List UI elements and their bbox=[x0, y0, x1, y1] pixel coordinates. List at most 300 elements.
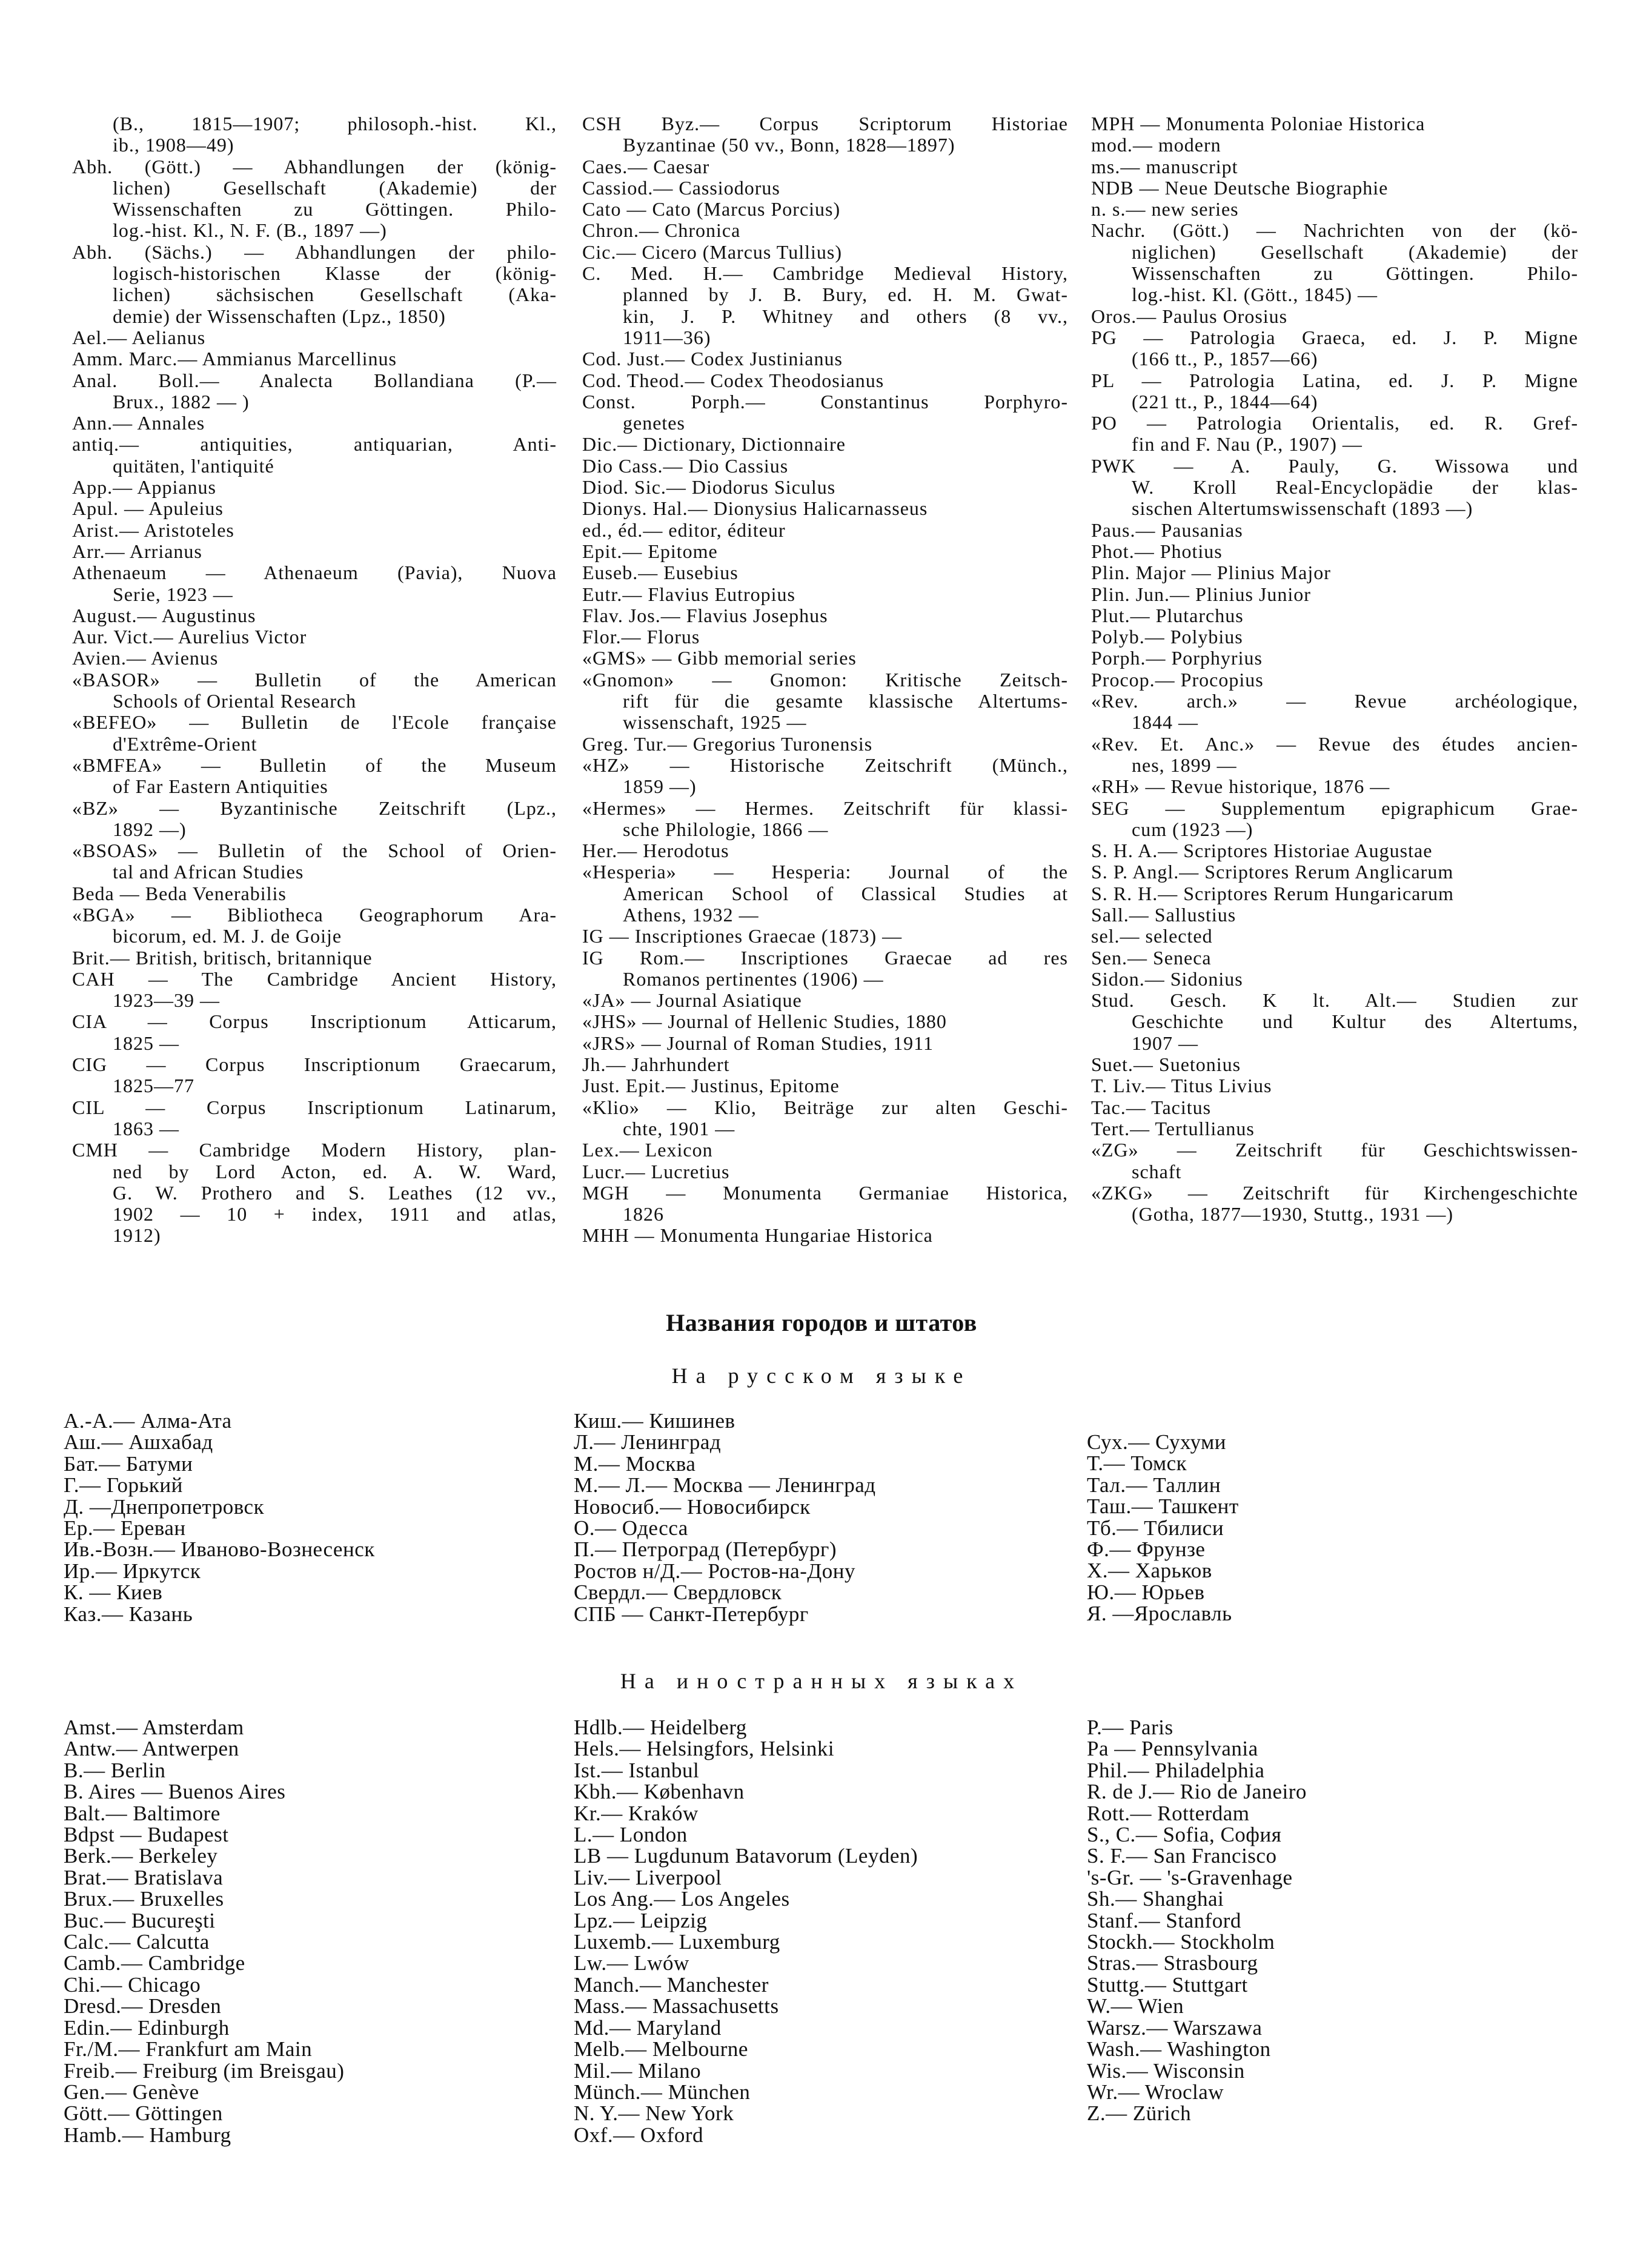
abbreviation-entry bbox=[582, 926, 1068, 947]
abbreviation-entry bbox=[1091, 456, 1578, 520]
entry-line: Dionys. Hal.— Dionysius Halicarnasseus bbox=[582, 497, 928, 520]
subheading-russian: На русском языке bbox=[671, 1364, 972, 1388]
entry-line: Tac.— Tacitus bbox=[1091, 1096, 1212, 1118]
abbreviation-entry bbox=[1091, 626, 1578, 648]
abbreviation-entry bbox=[1091, 776, 1578, 797]
entry-line: W. Kroll Real-Encyclopädie der klas- bbox=[1132, 476, 1578, 499]
city-abbreviation: Berk.— Berkeley bbox=[64, 1844, 218, 1868]
entry-line: CIG — Corpus Inscriptionum Graecarum, bbox=[72, 1053, 557, 1076]
abbreviation-entry bbox=[1091, 648, 1578, 669]
abbreviation-entry bbox=[1091, 798, 1578, 841]
entry-line: Aur. Vict.— Aurelius Victor bbox=[72, 626, 307, 648]
entry-line: PL — Patrologia Latina, ed. J. P. Migne bbox=[1091, 369, 1578, 391]
city-abbreviation: Manch.— Manchester bbox=[574, 1972, 769, 1997]
abbreviation-entry bbox=[1091, 562, 1578, 583]
city-abbreviation: Тал.— Таллин bbox=[1087, 1473, 1221, 1497]
city-abbreviation: Amst.— Amsterdam bbox=[64, 1716, 244, 1739]
city-abbreviation: Balt.— Baltimore bbox=[64, 1801, 221, 1825]
entry-line: planned by J. B. Bury, ed. H. M. Gwat- bbox=[623, 284, 1068, 306]
abbreviation-entry bbox=[1091, 883, 1578, 904]
entry-line: CMH — Cambridge Modern History, plan- bbox=[72, 1139, 557, 1161]
city-abbreviation: Wis.— Wisconsin bbox=[1087, 2058, 1245, 2083]
entry-line: «Hermes» — Hermes. Zeitschrift für klassi- bbox=[582, 797, 1068, 819]
city-abbreviation: Kbh.— København bbox=[574, 1780, 745, 1804]
abbreviation-entry bbox=[72, 755, 557, 798]
city-abbreviation: Brat.— Bratislava bbox=[64, 1865, 224, 1889]
abbreviation-entry bbox=[582, 861, 1068, 926]
entry-line: Byzantinae (50 vv., Bonn, 1828—1897) bbox=[623, 134, 955, 156]
section-heading-cities: Названия городов и штатов bbox=[666, 1309, 977, 1336]
entry-line: «BMFEA» — Bulletin of the Museum bbox=[72, 754, 557, 776]
entry-line: rift für die gesamte klassische Altertums- bbox=[623, 690, 1068, 712]
city-abbreviation: Münch.— München bbox=[574, 2080, 751, 2104]
entry-line: tal and African Studies bbox=[113, 861, 304, 883]
city-abbreviation: Calc.— Calcutta bbox=[64, 1930, 210, 1954]
city-abbreviation: Stras.— Strasbourg bbox=[1087, 1951, 1258, 1975]
city-abbreviation: Rott.— Rotterdam bbox=[1087, 1801, 1250, 1825]
entry-line: Brux., 1882 — ) bbox=[113, 390, 250, 413]
abbreviation-entry bbox=[1091, 306, 1578, 327]
entry-line: Serie, 1923 — bbox=[113, 583, 233, 605]
entry-line: Wissenschaften zu Göttingen. Philo- bbox=[113, 198, 557, 220]
abbreviation-entry bbox=[1091, 605, 1578, 626]
russian-cities-column-1 bbox=[64, 1410, 375, 1625]
city-abbreviation: Sh.— Shanghai bbox=[1087, 1887, 1224, 1911]
abbreviation-entry bbox=[1091, 413, 1578, 456]
city-abbreviation: W.— Wien bbox=[1087, 1994, 1184, 2018]
abbreviation-entry bbox=[1091, 220, 1578, 305]
entry-line: «ZKG» — Zeitschrift für Kirchengeschichte bbox=[1091, 1181, 1578, 1204]
city-abbreviation: Warsz.— Warszawa bbox=[1087, 2015, 1263, 2040]
entry-line: Cic.— Cicero (Marcus Tullius) bbox=[582, 240, 842, 263]
entry-line: Wissenschaften zu Göttingen. Philo- bbox=[1132, 262, 1578, 285]
entry-line: Sen.— Seneca bbox=[1091, 946, 1212, 969]
abbreviation-entry bbox=[1091, 734, 1578, 777]
entry-line: 1907 — bbox=[1132, 1032, 1198, 1054]
entry-line: Romanos pertinentes (1906) — bbox=[623, 967, 884, 990]
entry-line: Sidon.— Sidonius bbox=[1091, 967, 1243, 990]
entry-line: CIL — Corpus Inscriptionum Latinarum, bbox=[72, 1096, 557, 1118]
abbreviation-entry bbox=[1091, 990, 1578, 1054]
city-abbreviation: Каз.— Казань bbox=[64, 1602, 193, 1626]
abbreviation-entry bbox=[582, 199, 1068, 220]
entry-line: App.— Appianus bbox=[72, 476, 216, 499]
entry-line: «HZ» — Historische Zeitschrift (Münch., bbox=[582, 754, 1068, 776]
entry-line: d'Extrême-Orient bbox=[113, 732, 257, 755]
abbreviation-entry bbox=[72, 904, 557, 947]
abbreviation-entry bbox=[582, 348, 1068, 370]
entry-line: Her.— Herodotus bbox=[582, 840, 729, 862]
entry-line: 1863 — bbox=[113, 1117, 179, 1139]
entry-line: «Gnomon» — Gnomon: Kritische Zeitsch- bbox=[582, 668, 1068, 691]
entry-line: «Rev. arch.» — Revue archéologique, bbox=[1091, 690, 1578, 712]
entry-line: C. Med. H.— Cambridge Medieval History, bbox=[582, 262, 1068, 285]
foreign-cities-column-2 bbox=[574, 1717, 918, 2146]
abbreviation-entry bbox=[582, 947, 1068, 990]
city-abbreviation: П.— Петроград (Петербург) bbox=[574, 1537, 837, 1562]
foreign-cities-column-1 bbox=[64, 1717, 344, 2146]
entry-line: Phot.— Photius bbox=[1091, 540, 1223, 562]
entry-line: Epit.— Epitome bbox=[582, 540, 718, 562]
subheading-foreign: На иностранных языках bbox=[620, 1669, 1023, 1693]
city-abbreviation: СПБ — Санкт-Петербург bbox=[574, 1602, 809, 1626]
entry-line: bicorum, ed. M. J. de Goije bbox=[113, 925, 342, 947]
abbreviation-entry bbox=[582, 1161, 1068, 1182]
abbreviation-entry bbox=[1091, 969, 1578, 990]
entry-line: Caes.— Caesar bbox=[582, 155, 710, 177]
entry-line: cum (1923 —) bbox=[1132, 818, 1253, 840]
entry-line: Flor.— Florus bbox=[582, 626, 700, 648]
entry-line: «Hesperia» — Hesperia: Journal of the bbox=[582, 861, 1068, 883]
abbreviation-entry bbox=[582, 1225, 1068, 1246]
abbreviation-entry bbox=[582, 541, 1068, 562]
entry-line: SEG — Supplementum epigraphicum Grae- bbox=[1091, 797, 1578, 819]
city-abbreviation: Phil.— Philadelphia bbox=[1087, 1758, 1265, 1782]
abbreviation-entry bbox=[1091, 691, 1578, 734]
entry-line: Suet.— Suetonius bbox=[1091, 1053, 1241, 1076]
abbreviation-entry bbox=[1091, 1182, 1578, 1225]
abbreviation-entry bbox=[1091, 584, 1578, 605]
entry-line: Jh.— Jahrhundert bbox=[582, 1053, 730, 1076]
abbreviation-entry bbox=[582, 755, 1068, 798]
city-abbreviation: Fr./M.— Frankfurt am Main bbox=[64, 2037, 313, 2061]
entry-line: Abh. (Gött.) — Abhandlungen der (könig- bbox=[72, 155, 557, 177]
entry-line: Diod. Sic.— Diodorus Siculus bbox=[582, 476, 836, 499]
entry-line: Eutr.— Flavius Eutropius bbox=[582, 583, 795, 605]
city-abbreviation: Ив.-Возн.— Иваново-Вознесенск bbox=[64, 1537, 375, 1562]
city-abbreviation: Таш.— Ташкент bbox=[1087, 1494, 1239, 1519]
entry-line: Polyb.— Polybius bbox=[1091, 626, 1243, 648]
abbreviation-entry bbox=[72, 113, 557, 156]
abbreviation-entry bbox=[582, 1097, 1068, 1140]
entry-line: Cassiod.— Cassiodorus bbox=[582, 176, 780, 199]
abbreviation-entry bbox=[582, 1054, 1068, 1075]
city-abbreviation: Ist.— Istanbul bbox=[574, 1758, 700, 1782]
city-abbreviation: B.— Berlin bbox=[64, 1758, 166, 1782]
entry-line: PWK — A. Pauly, G. Wissowa und bbox=[1091, 454, 1578, 477]
entry-line: sche Philologie, 1866 — bbox=[623, 818, 829, 840]
abbreviation-entry bbox=[1091, 1118, 1578, 1139]
entry-line: Nachr. (Gött.) — Nachrichten von der (kö- bbox=[1091, 219, 1578, 242]
abbreviation-entry bbox=[582, 648, 1068, 669]
entry-line: «JHS» — Journal of Hellenic Studies, 1880 bbox=[582, 1010, 947, 1033]
entry-line: niglichen) Gesellschaft (Akademie) der bbox=[1132, 240, 1578, 263]
entry-line: Beda — Beda Venerabilis bbox=[72, 882, 287, 904]
entry-line: S. R. H.— Scriptores Rerum Hungaricarum bbox=[1091, 882, 1454, 904]
abbreviation-entry bbox=[72, 969, 557, 1012]
abbreviation-entry bbox=[582, 1139, 1068, 1161]
entry-line: Stud. Gesch. K lt. Alt.— Studien zur bbox=[1091, 989, 1578, 1012]
entry-line: PG — Patrologia Graeca, ed. J. P. Migne bbox=[1091, 326, 1578, 348]
city-abbreviation: Сух.— Сухуми bbox=[1087, 1430, 1227, 1454]
entry-line: CAH — The Cambridge Ancient History, bbox=[72, 967, 557, 990]
entry-line: Ann.— Annales bbox=[72, 412, 205, 434]
abbreviation-entry bbox=[582, 626, 1068, 648]
abbreviations-column-2 bbox=[582, 113, 1068, 1247]
entry-line: Lucr.— Lucretius bbox=[582, 1160, 730, 1182]
city-abbreviation: Л.— Ленинград bbox=[574, 1430, 722, 1454]
city-abbreviation: Antw.— Antwerpen bbox=[64, 1737, 239, 1761]
entry-line: nes, 1899 — bbox=[1132, 754, 1237, 776]
entry-line: Arr.— Arrianus bbox=[72, 540, 202, 562]
city-abbreviation: Melb.— Melbourne bbox=[574, 2037, 748, 2061]
abbreviation-entry bbox=[72, 541, 557, 562]
abbreviation-entry bbox=[582, 605, 1068, 626]
abbreviation-entry bbox=[72, 498, 557, 519]
city-abbreviation: Kr.— Kraków bbox=[574, 1801, 699, 1825]
abbreviation-entry bbox=[582, 1011, 1068, 1032]
entry-line: Tert.— Tertullianus bbox=[1091, 1117, 1255, 1139]
entry-line: schaft bbox=[1132, 1160, 1182, 1182]
abbreviation-entry bbox=[72, 605, 557, 626]
city-abbreviation: Liv.— Liverpool bbox=[574, 1865, 722, 1889]
abbreviation-entry bbox=[582, 734, 1068, 755]
abbreviation-entry bbox=[1091, 926, 1578, 947]
entry-line: Abh. (Sächs.) — Abhandlungen der philo- bbox=[72, 240, 557, 263]
abbreviation-entry bbox=[1091, 156, 1578, 177]
city-abbreviation: Ю.— Юрьев bbox=[1087, 1580, 1205, 1604]
abbreviation-entry bbox=[582, 391, 1068, 434]
abbreviation-entry bbox=[1091, 199, 1578, 220]
city-abbreviation: Lpz.— Leipzig bbox=[574, 1908, 708, 1932]
city-abbreviation: Buc.— Bucureşti bbox=[64, 1908, 216, 1932]
entry-line: «RH» — Revue historique, 1876 — bbox=[1091, 775, 1390, 798]
entry-line: Amm. Marc.— Ammianus Marcellinus bbox=[72, 348, 397, 370]
abbreviation-entry bbox=[582, 584, 1068, 605]
entry-line: «BGA» — Bibliotheca Geographorum Ara- bbox=[72, 903, 557, 926]
city-abbreviation: А.-А.— Алма-Ата bbox=[64, 1409, 232, 1433]
city-abbreviation: Т.— Томск bbox=[1087, 1451, 1187, 1476]
city-abbreviation: Новосиб.— Новосибирск bbox=[574, 1494, 811, 1519]
city-abbreviation: Camb.— Cambridge bbox=[64, 1951, 245, 1975]
abbreviation-entry bbox=[72, 798, 557, 841]
entry-line: Athens, 1932 — bbox=[623, 903, 759, 926]
city-abbreviation: Wash.— Washington bbox=[1087, 2037, 1271, 2061]
abbreviation-entry bbox=[72, 947, 557, 969]
city-abbreviation: Freib.— Freiburg (im Breisgau) bbox=[64, 2058, 345, 2083]
entry-line: 1826 bbox=[623, 1203, 664, 1225]
city-abbreviation: Gen.— Genève bbox=[64, 2080, 199, 2104]
city-abbreviation: М.— Л.— Москва — Ленинград bbox=[574, 1473, 876, 1497]
abbreviation-entry bbox=[582, 113, 1068, 156]
city-abbreviation: Тб.— Тбилиси bbox=[1087, 1516, 1224, 1540]
entry-line: (B., 1815—1907; philosoph.-hist. Kl., bbox=[113, 113, 557, 134]
city-abbreviation: R. de J.— Rio de Janeiro bbox=[1087, 1780, 1307, 1804]
entry-line: S. P. Angl.— Scriptores Rerum Anglicarum bbox=[1091, 861, 1454, 883]
entry-line: 1902 — 10 + index, 1911 and atlas, bbox=[113, 1203, 557, 1225]
entry-line: 1912) bbox=[113, 1224, 161, 1247]
city-abbreviation: Hels.— Helsingfors, Helsinki bbox=[574, 1737, 835, 1761]
city-abbreviation: Chi.— Chicago bbox=[64, 1972, 201, 1997]
city-abbreviation: Г.— Горький bbox=[64, 1473, 183, 1497]
entry-line: «JRS» — Journal of Roman Studies, 1911 bbox=[582, 1032, 934, 1054]
entry-line: 1825 — bbox=[113, 1032, 179, 1054]
city-abbreviation: LB — Lugdunum Batavorum (Leyden) bbox=[574, 1844, 918, 1868]
city-abbreviation: Киш.— Кишинев bbox=[574, 1409, 735, 1433]
entry-line: «JA» — Journal Asiatique bbox=[582, 989, 802, 1012]
abbreviation-entry bbox=[1091, 947, 1578, 969]
entry-line: Plin. Jun.— Plinius Junior bbox=[1091, 583, 1311, 605]
abbreviation-entry bbox=[72, 648, 557, 669]
abbreviation-entry bbox=[1091, 327, 1578, 370]
abbreviation-entry bbox=[1091, 1139, 1578, 1182]
entry-line: chte, 1901 — bbox=[623, 1117, 735, 1139]
abbreviation-entry bbox=[582, 242, 1068, 263]
entry-line: of Far Eastern Antiquities bbox=[113, 775, 328, 798]
abbreviation-entry bbox=[582, 434, 1068, 455]
city-abbreviation: Hdlb.— Heidelberg bbox=[574, 1716, 747, 1739]
city-abbreviation: Pa — Pennsylvania bbox=[1087, 1737, 1258, 1761]
entry-line: 1825—77 bbox=[113, 1075, 194, 1097]
abbreviation-entry bbox=[72, 626, 557, 648]
city-abbreviation: Oxf.— Oxford bbox=[574, 2123, 704, 2147]
city-abbreviation: Edin.— Edinburgh bbox=[64, 2015, 230, 2040]
city-abbreviation: Los Ang.— Los Angeles bbox=[574, 1887, 790, 1911]
entry-line: 1911—36) bbox=[623, 326, 711, 348]
abbreviation-entry bbox=[582, 498, 1068, 519]
entry-line: CIA — Corpus Inscriptionum Atticarum, bbox=[72, 1010, 557, 1033]
entry-line: Just. Epit.— Justinus, Epitome bbox=[582, 1075, 840, 1097]
entry-line: Cod. Theod.— Codex Theodosianus bbox=[582, 369, 885, 391]
entry-line: NDB — Neue Deutsche Biographie bbox=[1091, 176, 1389, 199]
entry-line: IG — Inscriptiones Graecae (1873) — bbox=[582, 925, 903, 947]
abbreviation-entry bbox=[1091, 541, 1578, 562]
city-abbreviation: Mass.— Massachusetts bbox=[574, 1994, 779, 2018]
entry-line: Flav. Jos.— Flavius Josephus bbox=[582, 604, 828, 626]
abbreviation-entry bbox=[72, 520, 557, 541]
abbreviation-entry bbox=[72, 883, 557, 904]
city-abbreviation: Бат.— Батуми bbox=[64, 1451, 193, 1476]
abbreviation-entry bbox=[72, 1097, 557, 1140]
abbreviation-entry bbox=[1091, 520, 1578, 541]
city-abbreviation: N. Y.— New York bbox=[574, 2101, 734, 2126]
abbreviation-entry bbox=[72, 242, 557, 327]
abbreviation-entry bbox=[72, 712, 557, 755]
city-abbreviation: S., C.— Sofia, София bbox=[1087, 1823, 1282, 1847]
entry-line: 1923—39 — bbox=[113, 989, 220, 1012]
entry-line: 1844 — bbox=[1132, 711, 1198, 734]
abbreviation-entry bbox=[582, 156, 1068, 177]
entry-line: (Gotha, 1877—1930, Stuttg., 1931 —) bbox=[1132, 1203, 1453, 1225]
abbreviation-entry bbox=[1091, 134, 1578, 156]
abbreviation-entry bbox=[72, 1139, 557, 1246]
entry-line: «BZ» — Byzantinische Zeitschrift (Lpz., bbox=[72, 797, 557, 819]
abbreviation-entry bbox=[582, 520, 1068, 541]
abbreviation-entry bbox=[582, 669, 1068, 734]
entry-line: MGH — Monumenta Germaniae Historica, bbox=[582, 1181, 1068, 1204]
entry-line: sel.— selected bbox=[1091, 925, 1213, 947]
entry-line: Avien.— Avienus bbox=[72, 647, 219, 669]
entry-line: Oros.— Paulus Orosius bbox=[1091, 305, 1288, 327]
abbreviation-entry bbox=[1091, 904, 1578, 926]
entry-line: n. s.— new series bbox=[1091, 198, 1239, 220]
city-abbreviation: Д. —Днепропетровск bbox=[64, 1494, 265, 1519]
abbreviation-entry bbox=[1091, 370, 1578, 413]
entry-line: «Klio» — Klio, Beiträge zur alten Geschi- bbox=[582, 1096, 1068, 1118]
abbreviation-entry bbox=[72, 370, 557, 413]
entry-line: CSH Byz.— Corpus Scriptorum Historiae bbox=[582, 113, 1068, 134]
city-abbreviation: Dresd.— Dresden bbox=[64, 1994, 222, 2018]
abbreviation-entry bbox=[582, 990, 1068, 1011]
abbreviation-entry bbox=[1091, 1075, 1578, 1096]
abbreviation-entry bbox=[1091, 113, 1578, 134]
entry-line: Cato — Cato (Marcus Porcius) bbox=[582, 198, 841, 220]
abbreviation-entry bbox=[1091, 840, 1578, 861]
entry-line: quitäten, l'antiquité bbox=[113, 454, 274, 477]
entry-line: Athenaeum — Athenaeum (Pavia), Nuova bbox=[72, 562, 557, 584]
entry-line: kin, J. P. Whitney and others (8 vv., bbox=[623, 305, 1068, 327]
entry-line: G. W. Prothero and S. Leathes (12 vv., bbox=[113, 1181, 557, 1204]
city-abbreviation: Hamb.— Hamburg bbox=[64, 2123, 231, 2147]
entry-line: Sall.— Sallustius bbox=[1091, 903, 1236, 926]
entry-line: Lex.— Lexicon bbox=[582, 1139, 713, 1161]
city-abbreviation: Lw.— Lwów bbox=[574, 1951, 689, 1975]
abbreviations-column-1 bbox=[72, 113, 557, 1247]
abbreviation-entry bbox=[1091, 1054, 1578, 1075]
entry-line: mod.— modern bbox=[1091, 134, 1221, 156]
entry-line: lichen) Gesellschaft (Akademie) der bbox=[113, 176, 557, 199]
entry-line: ms.— manuscript bbox=[1091, 155, 1238, 177]
entry-line: Porph.— Porphyrius bbox=[1091, 647, 1263, 669]
entry-line: Plut.— Plutarchus bbox=[1091, 604, 1244, 626]
city-abbreviation: М.— Москва bbox=[574, 1451, 696, 1476]
city-abbreviation: Stanf.— Stanford bbox=[1087, 1908, 1241, 1932]
entry-line: (166 tt., P., 1857—66) bbox=[1132, 348, 1318, 370]
entry-line: «GMS» — Gibb memorial series bbox=[582, 647, 857, 669]
entry-line: genetes bbox=[623, 412, 685, 434]
abbreviation-entry bbox=[582, 263, 1068, 348]
entry-line: American School of Classical Studies at bbox=[623, 882, 1068, 904]
abbreviation-entry bbox=[582, 1075, 1068, 1096]
foreign-cities-column-3 bbox=[1087, 1717, 1307, 2124]
entry-line: «BASOR» — Bulletin of the American bbox=[72, 668, 557, 691]
abbreviation-entry bbox=[72, 669, 557, 712]
city-abbreviation: О.— Одесса bbox=[574, 1516, 688, 1540]
entry-line: Dic.— Dictionary, Dictionnaire bbox=[582, 433, 846, 456]
city-abbreviation: L.— London bbox=[574, 1823, 688, 1847]
entry-line: Schools of Oriental Research bbox=[113, 690, 357, 712]
abbreviation-entry bbox=[582, 177, 1068, 199]
city-abbreviation: Stuttg.— Stuttgart bbox=[1087, 1972, 1248, 1997]
city-abbreviation: Ир.— Иркутск bbox=[64, 1559, 201, 1583]
city-abbreviation: Я. —Ярославль bbox=[1087, 1602, 1232, 1626]
entry-line: August.— Augustinus bbox=[72, 604, 256, 626]
entry-line: Brit.— British, britisch, britannique bbox=[72, 946, 373, 969]
entry-line: Cod. Just.— Codex Justinianus bbox=[582, 348, 843, 370]
entry-line: T. Liv.— Titus Livius bbox=[1091, 1075, 1272, 1097]
abbreviation-entry bbox=[582, 477, 1068, 498]
city-abbreviation: B. Aires — Buenos Aires bbox=[64, 1780, 286, 1804]
entry-line: demie) der Wissenschaften (Lpz., 1850) bbox=[113, 305, 446, 327]
entry-line: logisch-historischen Klasse der (könig- bbox=[113, 262, 557, 285]
russian-cities-column-2 bbox=[574, 1410, 876, 1625]
entry-line: Apul. — Apuleius bbox=[72, 497, 224, 520]
entry-line: ib., 1908—49) bbox=[113, 134, 234, 156]
city-abbreviation: Brux.— Bruxelles bbox=[64, 1887, 224, 1911]
city-abbreviation: Х.— Харьков bbox=[1087, 1559, 1212, 1583]
entry-line: S. H. A.— Scriptores Historiae Augustae bbox=[1091, 840, 1433, 862]
entry-line: Euseb.— Eusebius bbox=[582, 562, 739, 584]
city-abbreviation: Gött.— Göttingen bbox=[64, 2101, 223, 2126]
entry-line: Dio Cass.— Dio Cassius bbox=[582, 454, 789, 477]
abbreviation-entry bbox=[72, 1054, 557, 1097]
city-abbreviation: 's-Gr. — 's-Gravenhage bbox=[1087, 1865, 1293, 1889]
abbreviation-entry bbox=[72, 840, 557, 883]
entry-line: lichen) sächsischen Gesellschaft (Aka- bbox=[113, 284, 557, 306]
city-abbreviation: Luxemb.— Luxemburg bbox=[574, 1930, 780, 1954]
entry-line: «Rev. Et. Anc.» — Revue des études ancien- bbox=[1091, 732, 1578, 755]
abbreviation-entry bbox=[72, 1011, 557, 1054]
